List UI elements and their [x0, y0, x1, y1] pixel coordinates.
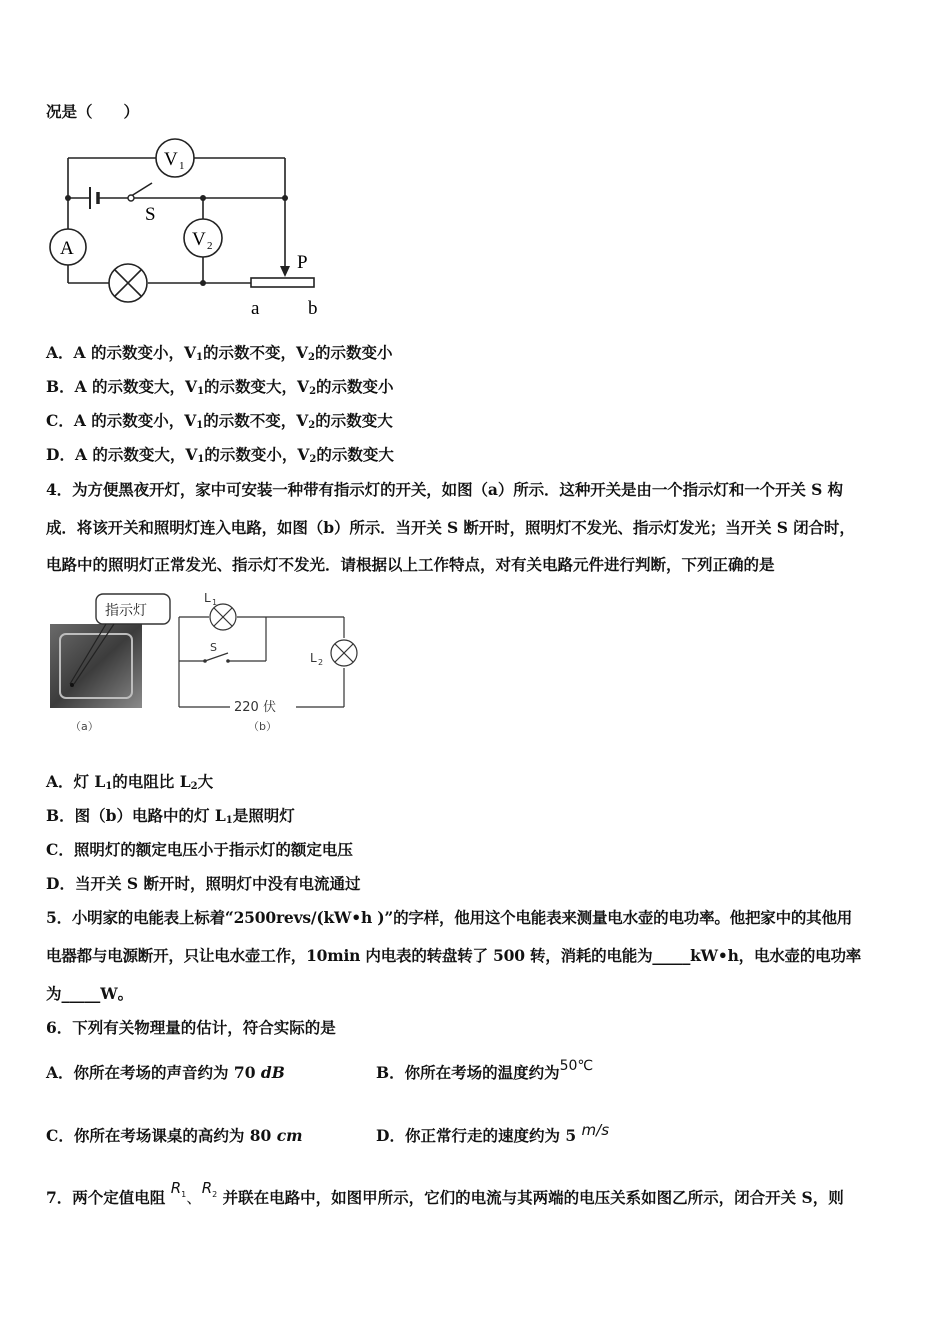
q3-option-a: A．A 的示数变小，$V_1$的示数不变，$V_2$的示数变小 [46, 343, 393, 363]
l2-label: L [310, 651, 317, 665]
callout-text: 指示灯 [105, 603, 147, 619]
caption-b: （b） [248, 720, 277, 733]
junction-dot [282, 195, 288, 201]
q4-figure-a-switch-photo [48, 590, 178, 740]
v2-label: V [192, 229, 206, 250]
q4-stem-line1: 4．为方便黑夜开灯，家中可安装一种带有指示灯的开关，如图（a）所示．这种开关是由一个指示灯和一个开关 S 构 [46, 480, 843, 499]
q4-option-d: D．当开关 S 断开时，照明灯中没有电流通过 [46, 874, 361, 893]
switch-panel [50, 624, 142, 708]
switch-label: S [210, 641, 217, 654]
indicator-dot [70, 683, 74, 687]
q6-option-a: A．你所在考场的声音约为 70 dB [46, 1063, 285, 1082]
rheostat-symbol [251, 278, 314, 287]
q5-stem-line1: 5．小明家的电能表上标着“2500revs/(kW•h )”的字样，他用这个电能表来测量电水壶的电功率。他把家中的其他用 [46, 908, 853, 927]
q3-option-b: B．A 的示数变大，$V_1$的示数变大，$V_2$的示数变小 [46, 377, 394, 397]
ammeter-label: A [60, 238, 74, 259]
v1-sub: 1 [179, 160, 185, 172]
q3-option-c: C．A 的示数变小，$V_1$的示数不变，$V_2$的示数变大 [46, 411, 393, 431]
l1-sub: 1 [212, 598, 218, 607]
v1-label: V [164, 149, 178, 170]
caption-a: （a） [70, 720, 99, 733]
slider-arrow [280, 266, 290, 277]
junction-dot [200, 195, 206, 201]
l2-sub: 2 [318, 658, 324, 667]
q7-stem: 7．两个定值电阻 $R_1$、$R_2$ 并联在电路中，如图甲所示，它们的电流与其两端的电压关系如图乙所示，闭合开关 S，则 [46, 1179, 844, 1207]
r1-symbol: R [170, 1179, 182, 1197]
voltage-label: 220 伏 [234, 700, 276, 715]
q6-stem: 6．下列有关物理量的估计，符合实际的是 [46, 1018, 336, 1037]
q5-stem-line2: 电器都与电源断开，只让电水壶工作，10min 内电表的转盘转了 500 转，消耗的电能为_____kW•h，电水壶的电功率 [46, 946, 862, 965]
junction-dot [200, 280, 206, 286]
q4-stem-line3: 电路中的照明灯正常发光、指示灯不发光．请根据以上工作特点，对有关电路元件进行判断，下列正确的是 [46, 555, 775, 574]
q5-stem-line3: 为_____W。 [46, 984, 134, 1003]
slider-p-label: P [297, 252, 308, 273]
q6-option-b: B．你所在考场的温度约为50℃ [376, 1058, 594, 1082]
q4-option-c: C．照明灯的额定电压小于指示灯的额定电压 [46, 840, 353, 859]
v2-sub: 2 [207, 240, 213, 252]
q6-option-c: C．你所在考场课桌的高约为 80 cm [46, 1126, 303, 1145]
junction-dot [65, 195, 71, 201]
q6-option-d: D．你正常行走的速度约为 5 m/s [376, 1121, 610, 1145]
l1-label: L [204, 591, 211, 605]
r2-symbol: R [201, 1179, 213, 1197]
q4-figure-b-circuit [178, 590, 363, 740]
switch-s-label: S [145, 204, 156, 225]
end-b-label: b [308, 298, 318, 319]
q4-option-a: A．灯 $L_1$的电阻比 $L_2$大 [46, 772, 214, 792]
end-a-label: a [251, 298, 260, 319]
q3-option-d: D．A 的示数变大，$V_1$的示数变小，$V_2$的示数变大 [46, 445, 394, 465]
q4-option-b: B．图（b）电路中的灯 $L_1$是照明灯 [46, 806, 295, 826]
q3-stem-tail: 况是（ ） [46, 102, 140, 121]
q3-circuit-diagram [44, 138, 334, 323]
q4-stem-line2: 成．将该开关和照明灯连入电路，如图（b）所示．当开关 S 断开时，照明灯不发光、指示灯发光；当开关 S 闭合时， [46, 518, 855, 537]
